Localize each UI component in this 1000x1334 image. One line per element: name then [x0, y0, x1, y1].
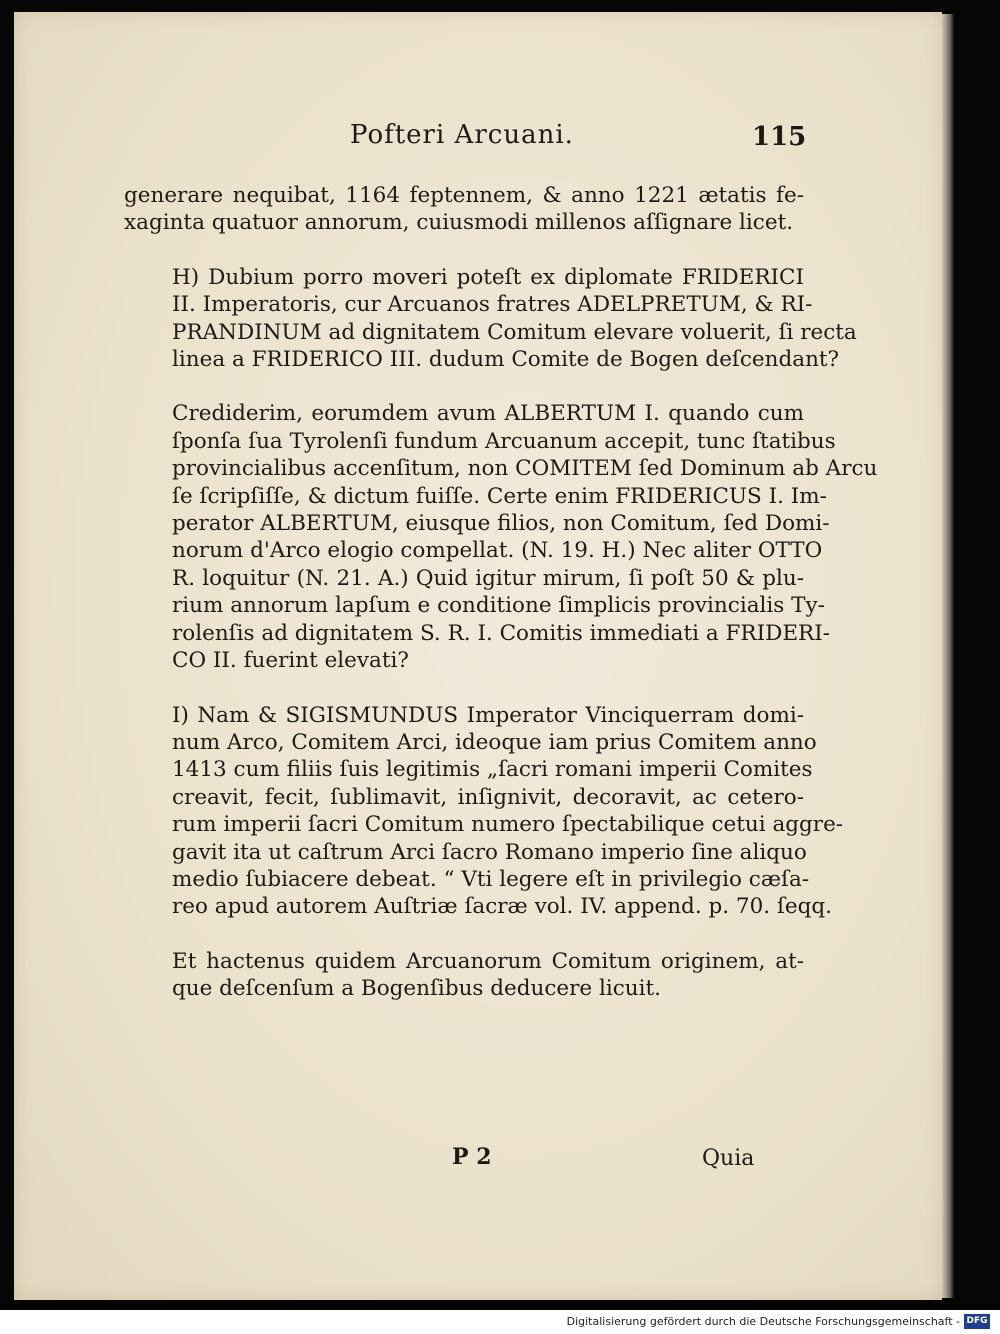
text-line: medio ſubiacere debeat. “ Vti legere eſt in privilegio cæſa- [172, 866, 810, 892]
paragraph-5 [124, 948, 804, 1003]
text-line: I) Nam & SIGISMUNDUS Imperator Vinciquerram domi- [172, 702, 804, 728]
text-line: gavit ita ut caſtrum Arci ſacro Romano imperio ſine aliquo [172, 839, 807, 865]
text-line: creavit, fecit, ſublimavit, inſignivit, decoravit, ac cetero- [172, 784, 804, 810]
paragraph-1 [124, 182, 804, 237]
text-line: xaginta quatuor annorum, cuiusmodi millenos aſſignare licet. [124, 210, 794, 236]
text-line: H) Dubium porro moveri poteſt ex diplomate FRIDERICI [172, 264, 804, 290]
text-line: rolenſis ad dignitatem S. R. I. Comitis immediati a FRIDERI- [172, 620, 830, 646]
text-line: 1413 cum filiis ſuis legitimis „ſacri romani imperii Comites [172, 757, 813, 783]
page-number: 115 [752, 122, 807, 152]
text-line: II. Imperatoris, cur Arcuanos fratres ADELPRETUM, & RI- [172, 292, 813, 318]
text-line: generare nequibat, 1164 feptennem, & anno 1221 ætatis fe- [124, 183, 804, 208]
running-head [14, 120, 942, 160]
credit-bar [0, 1310, 1000, 1334]
text-line: que deſcenſum a Bogenſibus deducere licuit. [172, 976, 661, 1002]
text-line: perator ALBERTUM, eiusque filios, non Comitum, ſed Domi- [172, 511, 830, 537]
signature-mark: P 2 [452, 1144, 492, 1170]
text-line: rium annorum lapſum e conditione ſimplicis provincialis Ty- [172, 593, 825, 619]
dfg-logo-icon: DFG [964, 1314, 990, 1329]
page-edge-shadow [942, 14, 954, 1298]
text-line: Et hactenus quidem Arcuanorum Comitum originem, at- [172, 948, 804, 974]
text-line: ſe ſcripſiſſe, & dictum fuiſſe. Certe enim FRIDERICUS I. Im- [172, 483, 827, 509]
text-line: linea a FRIDERICO III. dudum Comite de Bogen deſcendant? [172, 347, 840, 373]
text-line: R. loquitur (N. 21. A.) Quid igitur mirum, ſi poſt 50 & plu- [172, 565, 804, 591]
text-line: num Arco, Comitem Arci, ideoque iam prius Comitem anno [172, 729, 817, 755]
paragraph-4 [124, 702, 844, 921]
text-line: norum d'Arco elogio compellat. (N. 19. H.) Nec aliter OTTO [172, 538, 823, 564]
text-line: ſponſa ſua Tyrolenſi fundum Arcuanum accepit, tunc ſtatibus [172, 428, 836, 454]
paragraph-3 [124, 400, 878, 674]
text-line: reo apud autorem Auſtriæ ſacræ vol. IV. append. p. 70. ſeqq. [172, 894, 832, 920]
text-line: Crediderim, eorumdem avum ALBERTUM I. quando cum [172, 401, 804, 427]
catchword: Quia [702, 1146, 755, 1171]
book-page [14, 12, 942, 1300]
text-line: rum imperii ſacri Comitum numero ſpectabilique cetui aggre- [172, 812, 844, 838]
credit-text: Digitalisierung gefördert durch die Deutsche Forschungsgemeinschaft - [566, 1315, 960, 1328]
text-line: provincialibus accenſitum, non COMITEM ſed Dominum ab Arcu [172, 456, 878, 482]
text-line: CO II. fuerint elevati? [172, 648, 409, 674]
running-title: Pofteri Arcuani. [350, 120, 574, 150]
body-text [124, 182, 878, 1003]
text-line: PRANDINUM ad dignitatem Comitum elevare voluerit, ſi recta [172, 319, 857, 345]
paragraph-2 [124, 264, 857, 374]
